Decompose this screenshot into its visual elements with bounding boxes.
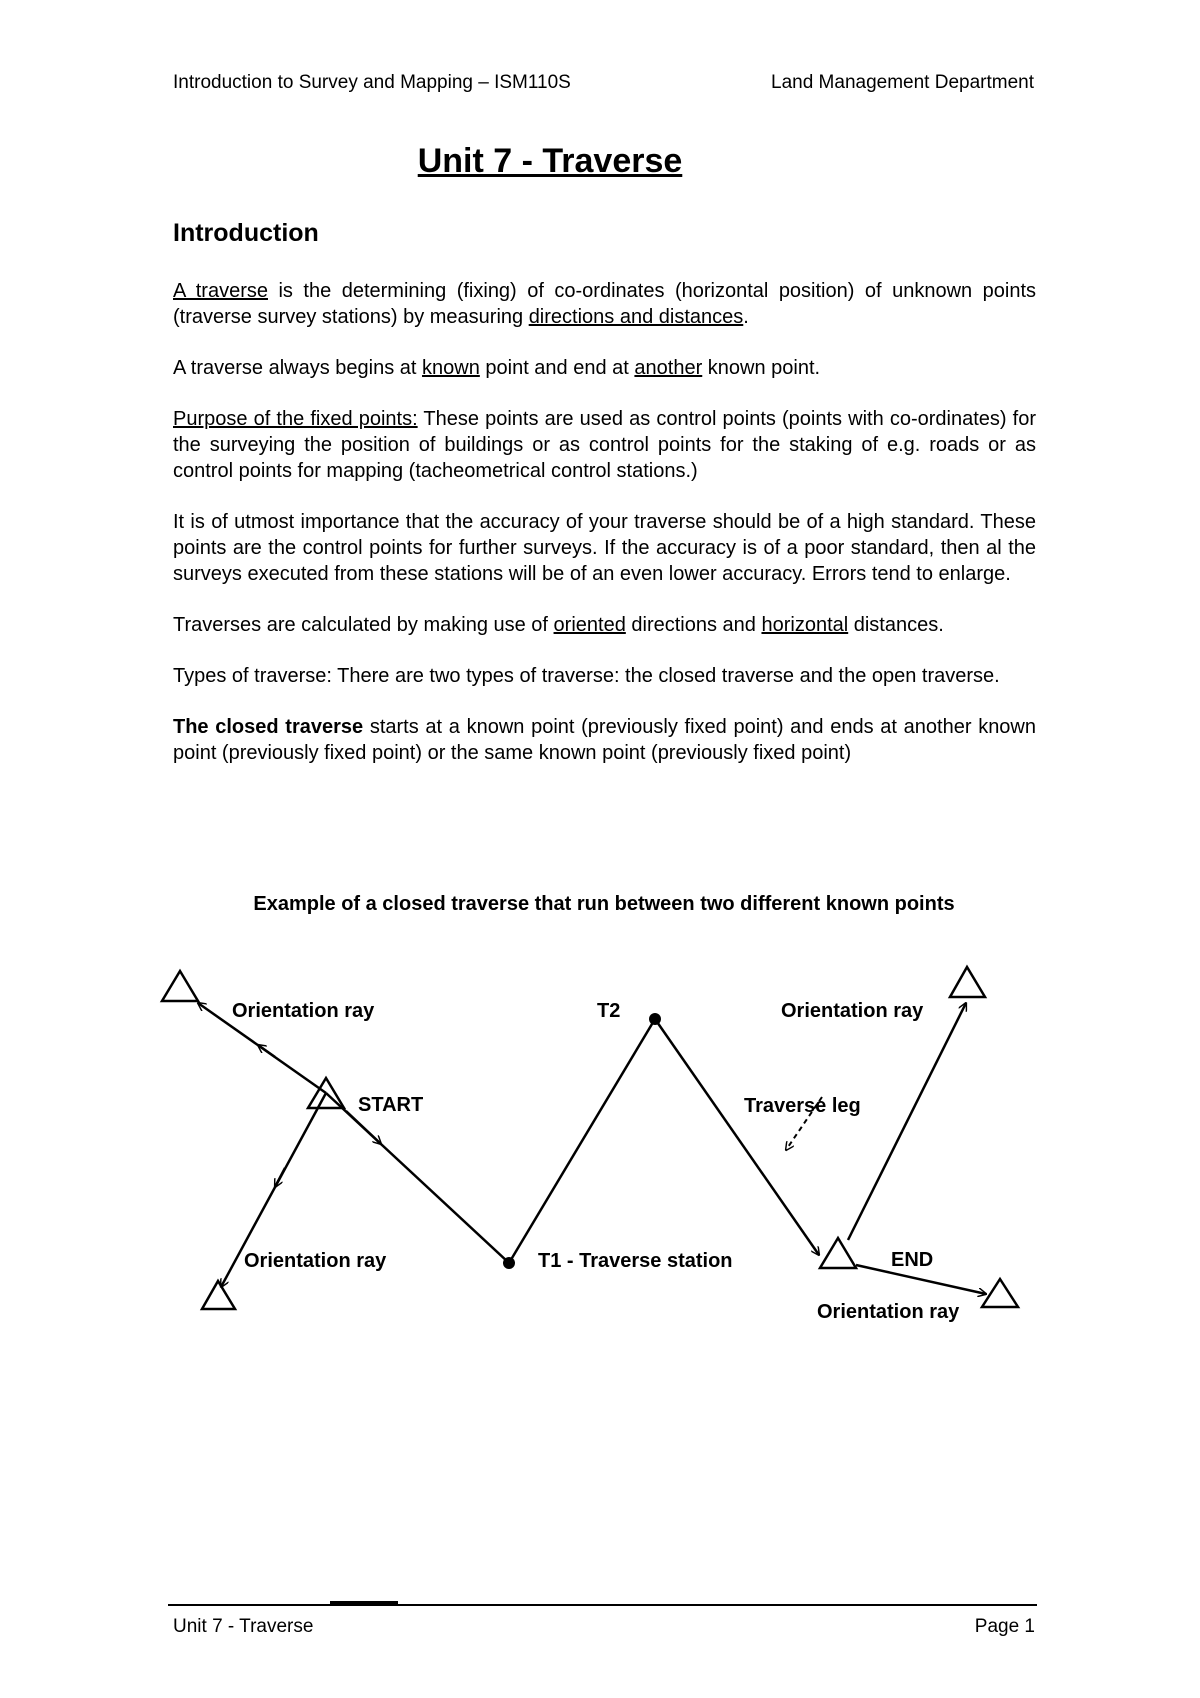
page-title: Unit 7 - Traverse [417, 142, 683, 180]
paragraph-definition [173, 278, 1036, 330]
label-start: START [358, 1094, 424, 1116]
closed-traverse-term: The closed traverse [173, 716, 364, 738]
label-orientation-ray-bottom-left: Orientation ray [244, 1250, 387, 1272]
footer-page-number: Page 1 [974, 1616, 1035, 1637]
label-t2: T2 [597, 1000, 621, 1022]
closed-traverse-text: starts at a known point (previously fixed point) and ends at another known point (previously fixed point) or the same known point (previously fixed point) [173, 716, 1037, 764]
underlined-another: another [634, 357, 703, 379]
definition-text: is the determining (fixing) of co-ordinates (horizontal position) of unknown points (traverse survey stations) by measuring [173, 280, 1036, 328]
section-heading: Introduction [173, 219, 319, 247]
p5-text-b: directions and [625, 614, 762, 636]
label-orientation-ray-top-right: Orientation ray [781, 1000, 924, 1022]
label-orientation-ray-top-left: Orientation ray [232, 1000, 375, 1022]
p2-text-c: known point. [702, 357, 821, 379]
paragraph-purpose [173, 406, 1036, 484]
purpose-label: Purpose of the fixed points: [173, 408, 418, 430]
paragraph-types: Types of traverse: There are two types of traverse: the closed traverse and the open traverse. [173, 665, 1000, 687]
orientation-ray-mid-arrow [258, 1045, 275, 1057]
p5-text-c: distances. [848, 614, 944, 636]
body-text [173, 278, 1036, 791]
paragraph-calculation [173, 612, 1036, 638]
underlined-known: known [422, 357, 480, 379]
paragraph-begin-end [173, 355, 1036, 381]
known-point-top-right-triangle [950, 967, 985, 997]
header-department: Land Management Department [771, 72, 1034, 93]
header-course-title: Introduction to Survey and Mapping – ISM110S [173, 72, 571, 93]
footer-rule [168, 1604, 1037, 1606]
underlined-directions: directions and distances [528, 306, 744, 328]
traverse-diagram [0, 940, 1200, 1340]
known-point-bottom-left-triangle [202, 1281, 235, 1309]
p5-text-a: Traverses are calculated by making use of [173, 614, 554, 636]
underlined-oriented: oriented [553, 614, 626, 636]
p2-text-b: point and end at [479, 357, 635, 379]
term-traverse: A traverse [173, 280, 268, 302]
end-triangle [820, 1238, 856, 1268]
purpose-text: These points are used as control points (points with co-ordinates) for the surveying the position of buildings or as control points for the staking of e.g. roads or as control points for mapping (tacheometrical control stations.) [173, 408, 1037, 482]
label-traverse-leg: Traverse leg [744, 1095, 861, 1117]
known-point-bottom-right-triangle [982, 1279, 1018, 1307]
definition-end: . [743, 306, 749, 328]
paragraph-closed-traverse [173, 714, 1036, 766]
traverse-leg-t1-t2 [509, 1019, 655, 1263]
p2-text-a: A traverse always begins at [173, 357, 423, 379]
footer-unit-title: Unit 7 - Traverse [173, 1616, 314, 1637]
paragraph-accuracy: It is of utmost importance that the accuracy of your traverse should be of a high standard. These points are the control points for further surveys. If the accuracy is of a poor standard, then al the surveys executed from these stations will be of an even lower accuracy. Errors tend to enlarge. [173, 511, 1036, 585]
known-point-top-left-triangle [162, 971, 198, 1001]
label-end: END [891, 1249, 934, 1271]
orientation-ray-bl-mid-arrow [275, 1168, 285, 1187]
label-orientation-ray-bottom-right: Orientation ray [817, 1301, 960, 1323]
label-t1: T1 - Traverse station [538, 1250, 733, 1272]
diagram-caption: Example of a closed traverse that run between two different known points [253, 893, 955, 915]
underlined-horizontal: horizontal [761, 614, 849, 636]
orientation-ray-end-topright [848, 1003, 966, 1240]
